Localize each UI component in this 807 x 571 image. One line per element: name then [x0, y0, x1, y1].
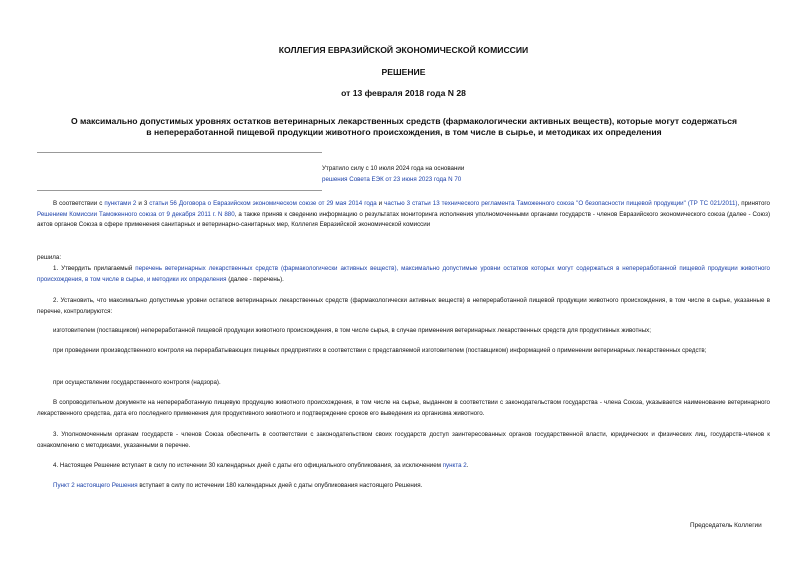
signature-title: Председатель Коллегии [690, 522, 762, 529]
accompanying-document-paragraph: В сопроводительном документе на непереработанную пищевую продукцию животного происхождения, в том числе на сырье, выданном в соответствии с законодательством государства - члена Союза, указывается наименование ветеринарного лекарственного средства, дата его последнего применения для продуктивного животного и подтверждение сроков его выведения из организма животного. [37, 399, 770, 417]
item-4-paragraph: 4. Настоящее Решение вступает в силу по истечении 30 календарных дней с даты его официального опубликования, за исключением пункта 2. [53, 462, 469, 469]
issuer-heading: КОЛЛЕГИЯ ЕВРАЗИЙСКОЙ ЭКОНОМИЧЕСКОЙ КОМИССИИ [278, 45, 529, 55]
link-approved-list[interactable]: перечень ветеринарных лекарственных средств (фармакологически активных веществ), максимально допустимые уровни остатков которых могут содержаться в непереработанной пищевой продукции животного происхождения, в том числе в сырье, и методики их определения [37, 265, 770, 283]
decided-label: решила: [37, 254, 62, 261]
item-1-paragraph: 1. Утвердить прилагаемый перечень ветеринарных лекарственных средств (фармакологически активных веществ), максимально допустимые уровни остатков которых могут содержаться в непереработанной пищевой продукции животного происхождения, в том числе в сырье, и методики их определения (далее - перечень). [37, 265, 770, 283]
item-3-paragraph: 3. Уполномоченным органам государств - членов Союза обеспечить в соответствии с законодательством своих государств доступ заинтересованных органов государственной власти, юридических и физических лиц, государств-членов к ознакомлению с методиками, указанными в перечне. [37, 431, 770, 449]
divider-top [37, 152, 322, 153]
link-point-2-this-decision[interactable]: Пункт 2 настоящего Решения [53, 482, 138, 489]
link-points-2[interactable]: пунктами 2 [104, 200, 137, 207]
status-note: Утратило силу с 10 июля 2024 года на основании [322, 165, 465, 172]
control-item-3: при осуществлении государственного контроля (надзора). [53, 379, 221, 386]
link-point-2[interactable]: пункта 2 [442, 462, 467, 469]
point-2-paragraph: Пункт 2 настоящего Решения вступает в силу по истечении 180 календарных дней с даты опубликования настоящего Решения. [53, 482, 423, 489]
control-item-2: при проведении производственного контроля на перерабатывающих пищевых предприятиях в соответствии с представляемой изготовителем (поставщиком) информацией о применении ветеринарных лекарственных средств; [53, 347, 707, 354]
control-item-1: изготовителем (поставщиком) непереработанной пищевой продукции животного происхождения, в том числе сырья, в случае применения ветеринарных лекарственных средств для продуктивных животных; [53, 327, 651, 334]
link-article-56[interactable]: статьи 56 Договора о Евразийском экономическом союзе от 29 мая 2014 года [149, 200, 377, 207]
divider-bottom [37, 190, 322, 191]
status-note-link[interactable]: решения Совета ЕЭК от 23 июня 2023 года N 70 [322, 176, 462, 183]
document-subject: О максимально допустимых уровнях остатков ветеринарных лекарственных средств (фармакологически активных веществ), которые могут содержаться в непереработанной пищевой продукции животного происхождения, в том числе в сырье, и методиках их определения [70, 116, 738, 137]
link-commission-decision[interactable]: Решением Комиссии Таможенного союза от 9 декабря 2011 г. N 880 [37, 210, 235, 218]
preamble-paragraph: В соответствии с пунктами 2 и 3 статьи 56 Договора о Евразийском экономическом союзе от 29 мая 2014 года и частью 3 статьи 13 технического регламента Таможенного союза "О безопасности пищевой продукции" (ТР ТС 021/2011), принятого Решением Комиссии Таможенного союза от 9 декабря 2011 г. N 880, а также приняв к сведению информацию о результатах мониторинга исполнения уполномоченными органами государств - членов Евразийского экономического союза (далее - Союз) актов органов Союза в сфере применения санитарных и ветеринарно-санитарных мер, Коллегия Евразийской экономической комиссии [37, 200, 770, 228]
document-type: РЕШЕНИЕ [381, 67, 426, 77]
item-2-paragraph: 2. Установить, что максимально допустимые уровни остатков ветеринарных лекарственных средств (фармакологически активных веществ) в непереработанной пищевой продукции животного происхождения, в том числе в сырье, указанные в перечне, контролируются: [37, 297, 770, 315]
document-date: от 13 февраля 2018 года N 28 [341, 88, 466, 98]
link-tech-regulation[interactable]: частью 3 статьи 13 технического регламента Таможенного союза "О безопасности пищевой продукции" (ТР ТС 021/2011) [384, 200, 738, 207]
